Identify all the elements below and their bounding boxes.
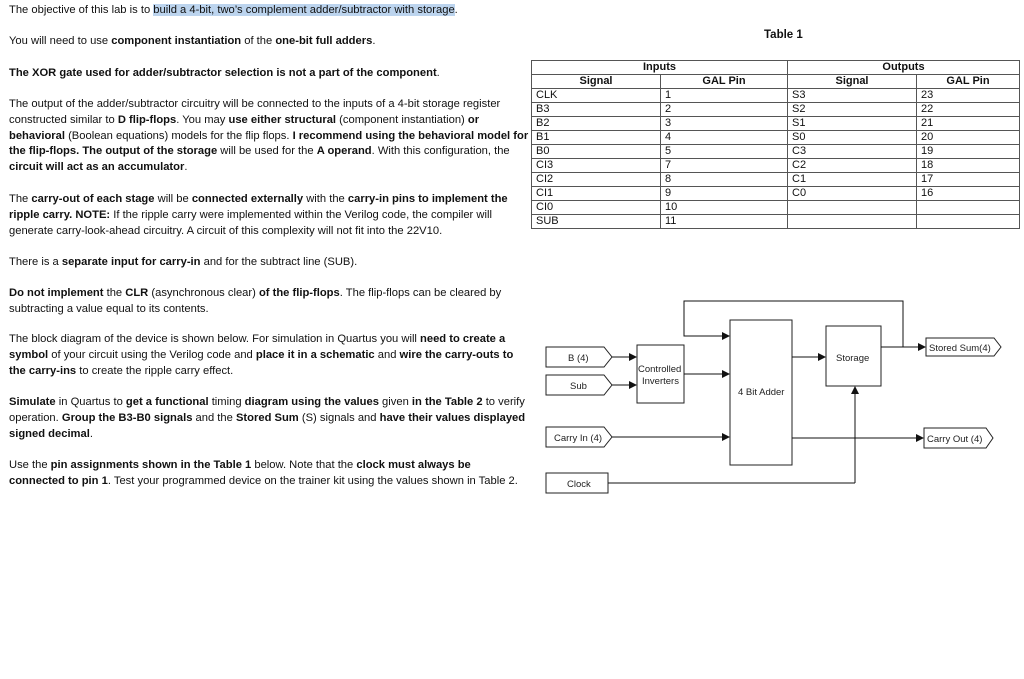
svg-text:Carry Out (4): Carry Out (4) <box>927 434 983 445</box>
paragraph-block-diagram: The block diagram of the device is shown below. For simulation in Quartus you will need to create a symbol of your circuit using the Verilog code and place it in a schematic and wire the carry-outs to the carry-ins to create the ripple carry effect. <box>9 333 514 377</box>
block-diagram <box>540 290 1010 505</box>
input-signal: B3 <box>532 103 661 117</box>
table-row <box>532 187 1020 201</box>
input-carry-in <box>546 427 612 447</box>
output-pin: 21 <box>917 117 1020 131</box>
input-signal: B0 <box>532 145 661 159</box>
table-row <box>532 103 1020 117</box>
input-b4 <box>546 347 612 367</box>
input-signal: B2 <box>532 117 661 131</box>
table-row <box>532 117 1020 131</box>
output-pin: 22 <box>917 103 1020 117</box>
output-stored-sum <box>926 338 1001 356</box>
svg-text:B (4): B (4) <box>568 353 589 364</box>
table-row <box>532 173 1020 187</box>
output-signal: S3 <box>788 89 917 103</box>
table-row <box>532 131 1020 145</box>
table-row <box>532 201 1020 215</box>
output-signal: S1 <box>788 117 917 131</box>
svg-text:Inverters: Inverters <box>642 376 679 387</box>
paragraph-objective: The objective of this lab is to build a 4-bit, two’s complement adder/subtractor with storage. <box>9 4 458 16</box>
four-bit-adder-block <box>730 320 792 465</box>
svg-text:4 Bit Adder: 4 Bit Adder <box>738 387 785 398</box>
paragraph-component-instantiation: You will need to use component instantiation of the one-bit full adders. <box>9 35 376 47</box>
paragraph-xor-gate: The XOR gate used for adder/subtractor selection is not a part of the component. <box>9 67 440 79</box>
output-pin <box>917 215 1020 229</box>
controlled-inverters-block <box>637 345 684 403</box>
paragraph-clr: Do not implement the CLR (asynchronous clear) of the flip-flops. The flip-flops can be cleared by subtracting a value equal to its contents. <box>9 287 502 315</box>
output-carry-out <box>924 428 993 448</box>
output-pin: 17 <box>917 173 1020 187</box>
table-title: Table 1 <box>764 29 803 41</box>
col-output-gal-pin: GAL Pin <box>917 75 1020 89</box>
input-pin: 2 <box>661 103 788 117</box>
output-pin: 23 <box>917 89 1020 103</box>
input-signal: CLK <box>532 89 661 103</box>
inputs-header: Inputs <box>532 61 788 75</box>
input-signal: CI1 <box>532 187 661 201</box>
svg-text:Storage: Storage <box>836 353 870 364</box>
paragraph-ripple-carry: The carry-out of each stage will be connected externally with the carry-in pins to implement the ripple carry. NOTE: If the ripple carry were implemented within the Verilog code, the compiler will generate carry-look-ahead circuitry. A circuit of this complexity will not fit into the 22V10. <box>9 193 508 237</box>
output-signal: C0 <box>788 187 917 201</box>
output-pin <box>917 201 1020 215</box>
paragraph-pin-assignments: Use the pin assignments shown in the Table 1 below. Note that the clock must always be connected to pin 1. Test your programmed device on the trainer kit using the values shown in Table 2. <box>9 459 518 487</box>
output-pin: 18 <box>917 159 1020 173</box>
pin-assignment-table <box>531 60 1020 229</box>
input-pin: 5 <box>661 145 788 159</box>
output-signal: S0 <box>788 131 917 145</box>
input-pin: 7 <box>661 159 788 173</box>
input-pin: 3 <box>661 117 788 131</box>
input-pin: 1 <box>661 89 788 103</box>
input-sub <box>546 375 612 395</box>
col-input-gal-pin: GAL Pin <box>661 75 788 89</box>
input-pin: 10 <box>661 201 788 215</box>
output-signal: S2 <box>788 103 917 117</box>
output-pin: 20 <box>917 131 1020 145</box>
svg-text:Sub: Sub <box>570 381 587 392</box>
table-row <box>532 215 1020 229</box>
output-pin: 16 <box>917 187 1020 201</box>
paragraph-simulate: Simulate in Quartus to get a functional timing diagram using the values given in the Table 2 to verify operation. Group the B3-B0 signals and the Stored Sum (S) signals and have their values displayed signed decimal. <box>9 396 526 440</box>
svg-text:Carry In (4): Carry In (4) <box>554 433 603 444</box>
svg-text:Controlled: Controlled <box>638 364 682 375</box>
table-row <box>532 159 1020 173</box>
output-signal: C2 <box>788 159 917 173</box>
output-signal <box>788 215 917 229</box>
table-row <box>532 89 1020 103</box>
paragraph-storage-register: The output of the adder/subtractor circuitry will be connected to the inputs of a 4-bit storage register constructed similar to D flip-flops. You may use either structural (component instantiation) or behavioral (Boolean equations) models for the flip flops. I recommend using the behavioral model for the flip-flops. The output of the storage will be used for the A operand. With this configuration, the circuit will act as an accumulator. <box>9 98 529 174</box>
input-pin: 11 <box>661 215 788 229</box>
input-signal: SUB <box>532 215 661 229</box>
input-signal: CI0 <box>532 201 661 215</box>
svg-text:Clock: Clock <box>567 479 591 490</box>
input-pin: 4 <box>661 131 788 145</box>
input-signal: B1 <box>532 131 661 145</box>
input-clock <box>546 473 608 493</box>
output-signal <box>788 201 917 215</box>
col-input-signal: Signal <box>532 75 661 89</box>
storage-block <box>826 326 881 386</box>
table-row <box>532 145 1020 159</box>
input-pin: 9 <box>661 187 788 201</box>
outputs-header: Outputs <box>788 61 1020 75</box>
output-signal: C3 <box>788 145 917 159</box>
col-output-signal: Signal <box>788 75 917 89</box>
input-signal: CI2 <box>532 173 661 187</box>
svg-text:Stored Sum(4): Stored Sum(4) <box>929 343 991 354</box>
paragraph-carry-in: There is a separate input for carry-in and for the subtract line (SUB). <box>9 256 358 268</box>
output-pin: 19 <box>917 145 1020 159</box>
input-signal: CI3 <box>532 159 661 173</box>
output-signal: C1 <box>788 173 917 187</box>
input-pin: 8 <box>661 173 788 187</box>
